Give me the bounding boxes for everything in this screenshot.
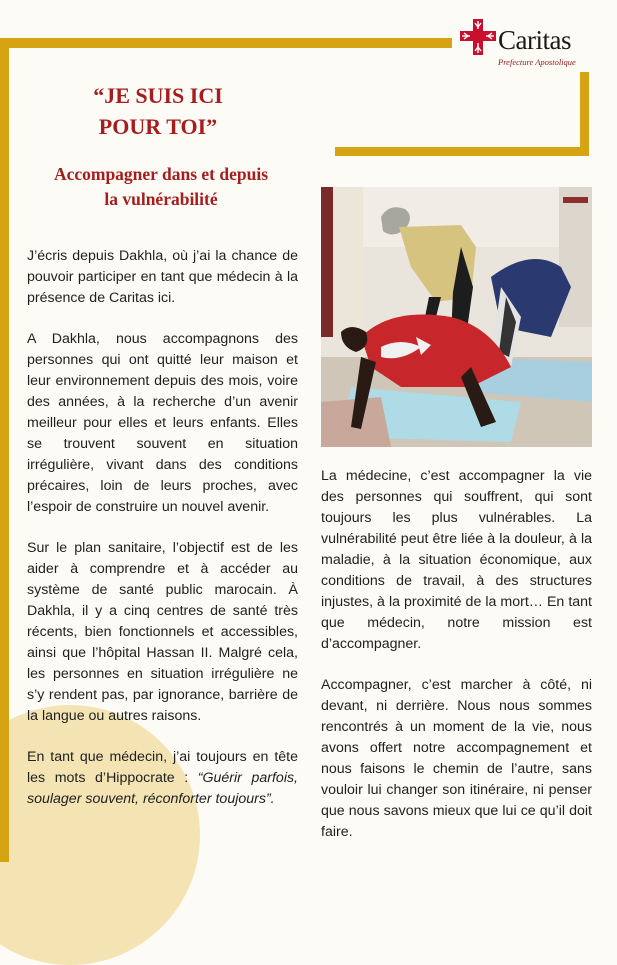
frame-border-mid bbox=[335, 147, 589, 156]
title-line-2: POUR TOI” bbox=[98, 114, 218, 139]
title-line-1: “JE SUIS ICI bbox=[93, 83, 223, 108]
caritas-cross-icon bbox=[460, 18, 496, 56]
paragraph: Accompagner, c’est marcher à côté, ni devant, ni derrière. Nous nous sommes rencontrés à un moment de la vie, nous avons offert notre accompagnement et nous faisons le chemin de l’autre, sans vouloir lui changer son itinéraire, ni penser que nous savons mieux que lui ce qu’il doit faire. bbox=[321, 677, 592, 840]
paragraph: Sur le plan sanitaire, l’objectif est de les aider à comprendre et à accéder au système de santé public marocain. À Dakhla, il y a cinq centres de santé très récents, bien fonctionnels et accessibles, ainsi que l’hôpital Hassan II. Malgré cela, les personnes en situation irrégulière ne s’y rendent pas, par ignorance, barrière de la langue ou autres raisons. bbox=[27, 540, 298, 724]
subtitle-line-1: Accompagner dans et depuis bbox=[53, 164, 269, 184]
paragraph: La médecine, c’est accompagner la vie des personnes qui souffrent, qui sont toujours les plus vulnérables. La vulnérabilité peut être liée à la douleur, à la maladie, à la situation économique, aux conditions de travail, à des structures injustes, à la proximité de la mort… En tant que médecin, notre mission est d’accompagner. bbox=[321, 468, 592, 652]
article-subtitle bbox=[22, 162, 300, 212]
paragraph-text: En tant que médecin, j’ai toujours en tête les mots d’Hippocrate : bbox=[27, 749, 298, 786]
article-title bbox=[58, 80, 258, 142]
hippocrate-quote: “Guérir parfois, soulager souvent, réconforter toujours”. bbox=[27, 770, 299, 807]
paragraph: J’écris depuis Dakhla, où j’ai la chance de pouvoir participer en tant que médecin à la présence de Caritas ici. bbox=[27, 248, 298, 306]
left-column bbox=[27, 246, 298, 830]
yoga-session-photo bbox=[321, 187, 592, 447]
logo-subtitle: Prefecture Apostolique bbox=[498, 57, 576, 67]
paragraph-hippocrate bbox=[27, 747, 298, 810]
paragraph: A Dakhla, nous accompagnons des personnes qui ont quitté leur maison et leur environnement depuis des mois, voire des années, à la recherche d’un avenir meilleur pour elles et leurs enfants. Elles se trouvent souvent en situation irrégulière, vivant dans des conditions précaires, loin de leurs proches, avec l’espoir de construire un nouvel avenir. bbox=[27, 331, 298, 515]
right-column bbox=[321, 466, 592, 863]
logo-wordmark: Caritas bbox=[498, 25, 571, 55]
frame-border-left bbox=[0, 38, 9, 862]
subtitle-line-2: la vulnérabilité bbox=[104, 189, 218, 209]
